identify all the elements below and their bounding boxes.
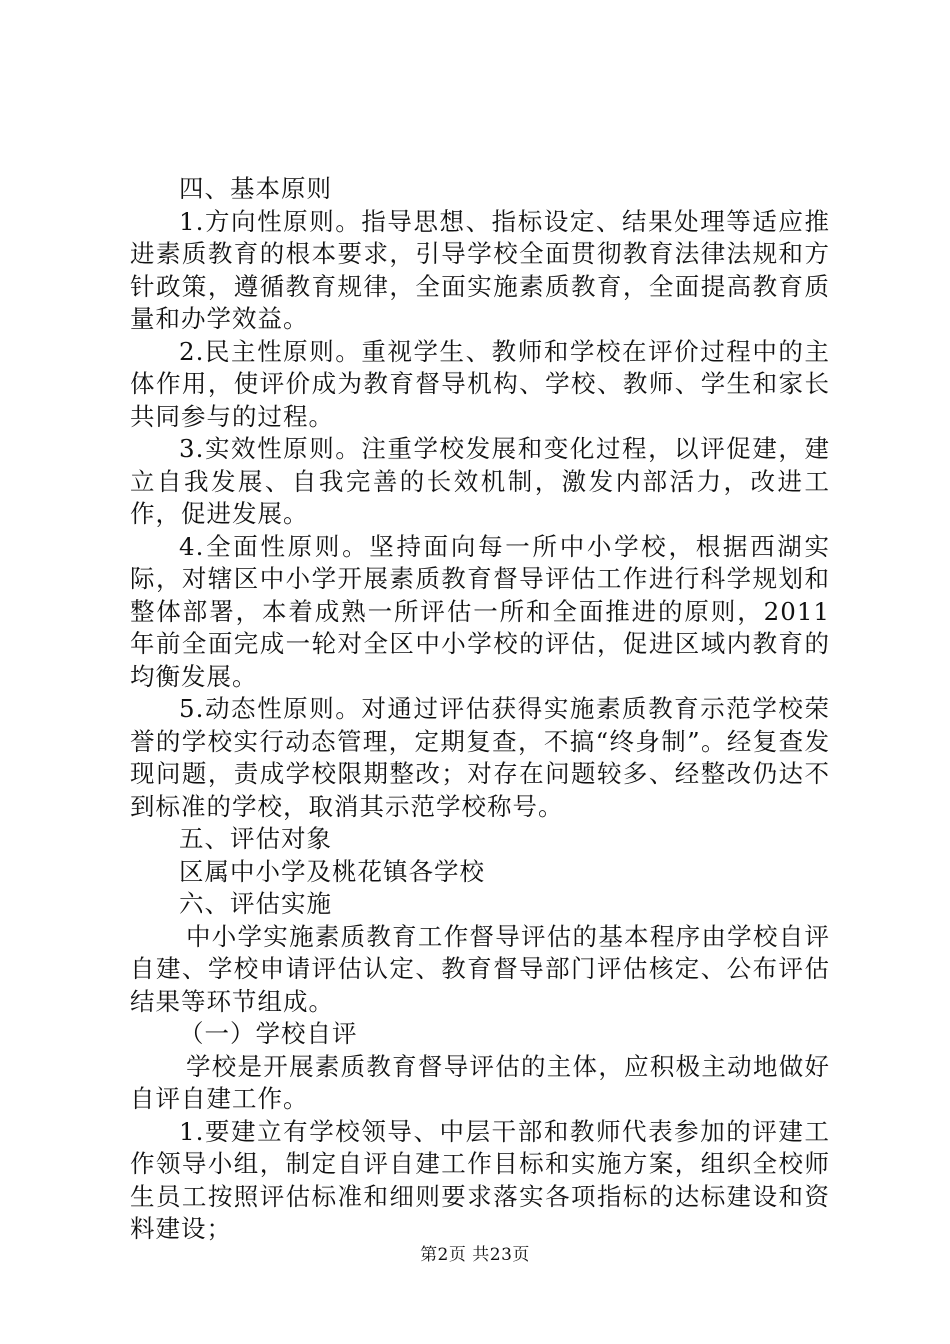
section-heading-principles: 四、基本原则 bbox=[179, 174, 332, 203]
subsection-heading-self-evaluation: （一）学校自评 bbox=[179, 1019, 358, 1048]
principle-dynamic: 5.动态性原则。对通过评估获得实施素质教育示范学校荣誉的学校实行动态管理，定期复查，不搞“终身制”。经复查发现问题，责成学校限期整改；对存在问题较多、经整改仍达不到标准的学校，取消其示范学校称号。 bbox=[130, 694, 830, 821]
self-evaluation-text: 学校是开展素质教育督导评估的主体，应积极主动地做好自评自建工作。 bbox=[130, 1051, 830, 1113]
principle-direction: 1.方向性原则。指导思想、指标设定、结果处理等适应推进素质教育的根本要求，引导学校全面贯彻教育法律法规和方针政策，遵循教育规律，全面实施素质教育，全面提高教育质量和办学效益。 bbox=[130, 206, 830, 333]
principle-comprehensiveness: 4.全面性原则。坚持面向每一所中小学校，根据西湖实际，对辖区中小学开展素质教育督导评估工作进行科学规划和整体部署，本着成熟一所评估一所和全面推进的原则，2011年前全面完成一轮对全区中小学校的评估，促进区域内教育的均衡发展。 bbox=[130, 531, 830, 691]
targets-text: 区属中小学及桃花镇各学校 bbox=[179, 856, 485, 886]
page-footer: 第2页 共23页 bbox=[420, 1245, 530, 1265]
principle-effectiveness: 3.实效性原则。注重学校发展和变化过程，以评促建，建立自我发展、自我完善的长效机制，激发内部活力，改进工作，促进发展。 bbox=[130, 434, 830, 528]
section-heading-targets: 五、评估对象 bbox=[179, 824, 332, 853]
section-heading-implementation: 六、评估实施 bbox=[179, 889, 332, 918]
document-body bbox=[130, 173, 830, 1246]
implementation-text: 中小学实施素质教育工作督导评估的基本程序由学校自评自建、学校申请评估认定、教育督导部门评估核定、公布评估结果等环节组成。 bbox=[130, 921, 830, 1016]
self-evaluation-item-1: 1.要建立有学校领导、中层干部和教师代表参加的评建工作领导小组，制定自评自建工作目标和实施方案，组织全校师生员工按照评估标准和细则要求落实各项指标的达标建设和资料建设； bbox=[130, 1116, 830, 1243]
principle-democracy: 2.民主性原则。重视学生、教师和学校在评价过程中的主体作用，使评价成为教育督导机构、学校、教师、学生和家长共同参与的过程。 bbox=[130, 336, 830, 431]
